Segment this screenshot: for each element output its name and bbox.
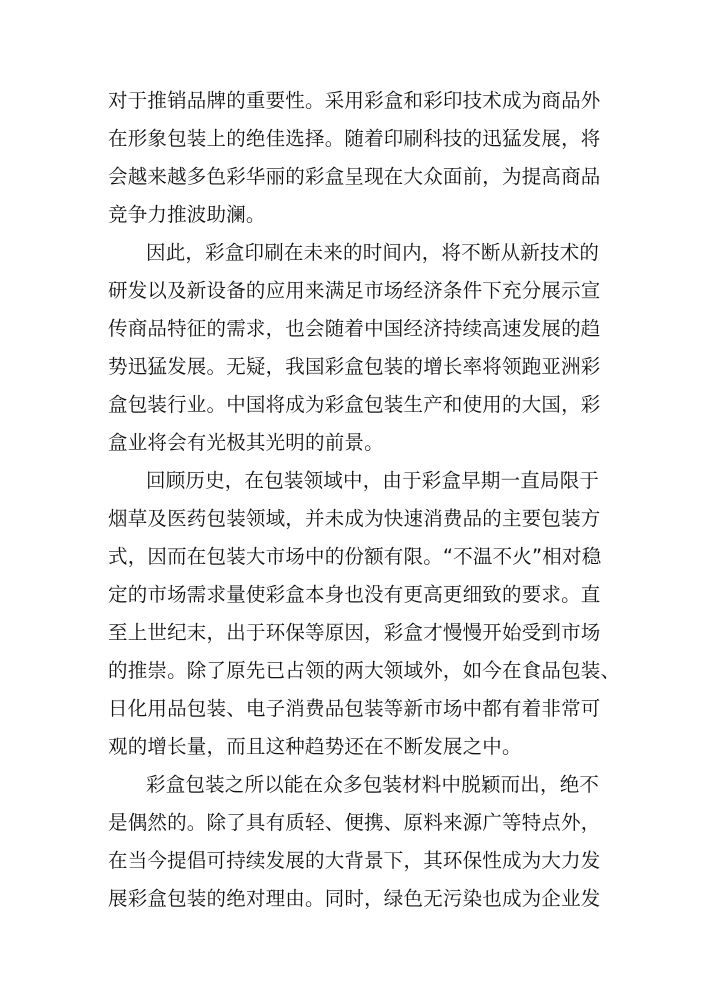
paragraph-2-line-1: 因此，彩盒印刷在未来的时间内，将不断从新技术的 [146,241,600,264]
paragraph-1-line-3: 会越来越多色彩华丽的彩盒呈现在大众面前，为提高商品 [108,165,601,188]
paragraph-3-line-7: 日化用品包装、电子消费品包装等新市场中都有着非常可 [108,697,601,720]
paragraph-3-line-1: 回顾历史，在包装领域中，由于彩盒早期一直局限于 [146,469,600,492]
paragraph-2-line-3: 传商品特征的需求，也会随着中国经济持续高速发展的趋 [108,317,601,340]
paragraph-3-line-4: 定的市场需求量使彩盒本身也没有更高更细致的要求。直 [108,583,601,606]
paragraph-3-line-2: 烟草及医药包装领域，并未成为快速消费品的主要包装方 [108,507,601,530]
paragraph-1-line-2: 在形象包装上的绝佳选择。随着印刷科技的迅猛发展，将 [108,127,601,150]
paragraph-3-line-8: 观的增长量，而且这种趋势还在不断发展之中。 [108,735,522,758]
paragraph-2-line-6: 盒业将会有光极其光明的前景。 [108,431,384,454]
paragraph-4-line-3: 在当今提倡可持续发展的大背景下，其环保性成为大力发 [108,849,601,872]
paragraph-1-line-1: 对于推销品牌的重要性。采用彩盒和彩印技术成为商品外 [108,89,601,112]
paragraph-4-line-2: 是偶然的。除了具有质轻、便携、原料来源广等特点外， [108,811,601,834]
paragraph-2-line-4: 势迅猛发展。无疑，我国彩盒包装的增长率将领跑亚洲彩 [108,355,601,378]
paragraph-3-line-5: 至上世纪末，出于环保等原因，彩盒才慢慢开始受到市场 [108,621,601,644]
paragraph-2-line-2: 研发以及新设备的应用来满足市场经济条件下充分展示宣 [108,279,601,302]
paragraph-3-line-6: 的推崇。除了原先已占领的两大领域外，如今在食品包装、 [108,659,621,682]
paragraph-3-line-3: 式，因而在包装大市场中的份额有限。“不温不火”相对稳 [108,545,602,568]
paragraph-4-line-4: 展彩盒包装的绝对理由。同时，绿色无污染也成为企业发 [108,887,601,910]
paragraph-4-line-1: 彩盒包装之所以能在众多包装材料中脱颖而出，绝不 [146,773,600,796]
paragraph-1-line-4: 竞争力推波助澜。 [108,203,266,226]
paragraph-2-line-5: 盒包装行业。中国将成为彩盒包装生产和使用的大国，彩 [108,393,601,416]
